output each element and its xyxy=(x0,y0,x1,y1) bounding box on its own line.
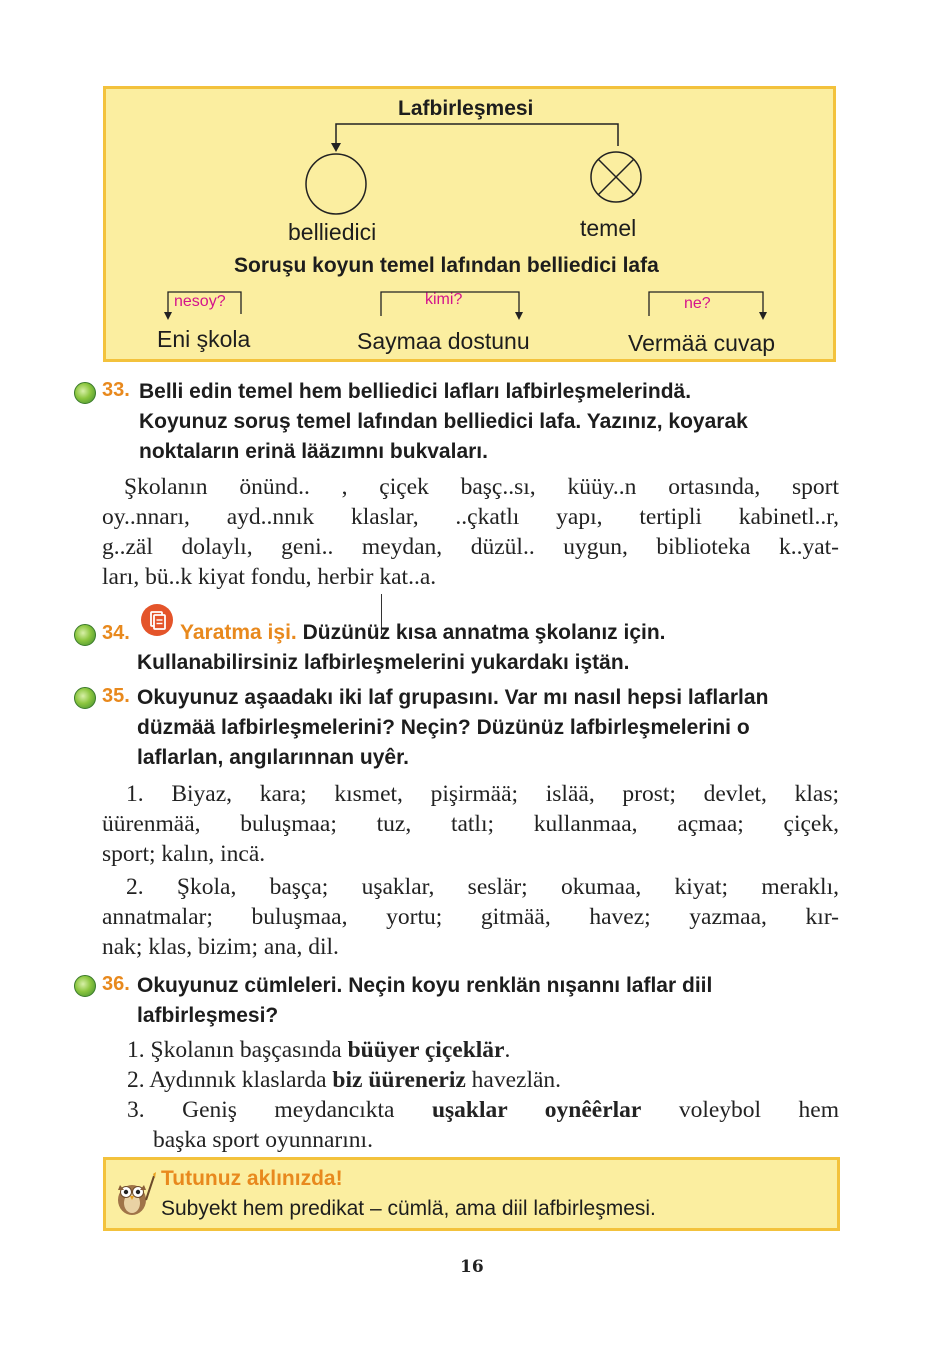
sentence-3: 3. Geniş meydancıkta uşaklar oynêêrlar voleybol hem xyxy=(127,1097,840,1123)
belliedici-circle-icon xyxy=(306,154,366,214)
exercise-36-instructions: Okuyunuz cümleleri. Neçin koyu renklän nışannı laflar diil lafbirleşmesi? xyxy=(137,974,713,1027)
sentence-2: 2. Aydınnık klaslarda biz üüreneriz havezlän. xyxy=(127,1067,562,1093)
sentence-3-continuation: başka sport oyunnarını. xyxy=(153,1127,373,1153)
temel-label: temel xyxy=(580,215,637,241)
creative-task-icon xyxy=(140,603,174,637)
diagram-title: Lafbirleşmesi xyxy=(398,97,534,120)
exercise-34-number: 34. xyxy=(102,622,130,644)
exercise-34-instructions: Yaratma işi. Düzünüz kısa annatma şkolanız için. xyxy=(180,621,666,644)
exercise-34-instructions-line2: Kullanabilirsiniz lafbirleşmelerini yukardakı iştän. xyxy=(137,651,630,674)
example-phrase-3: Vermää cuvap xyxy=(628,330,776,356)
creative-task-label: Yaratma işi. xyxy=(180,621,297,644)
exercise-33-text: Şkolanın önünd.. , çiçek başç..sı, küüy..n ortasında, sport oy..nnarı, ayd..nnık klaslar, ..çkatlı yapı, tertipli kabinetl..r, g..zäl dolaylı, geni.. meydan, düzül.. uygun, biblioteka k..yat- ları, bü..k kiyat fondu, herbir kat..a. xyxy=(102,474,839,590)
diagram-subtitle: Soruşu koyun temel lafından belliedici lafa xyxy=(234,254,659,277)
exercise-35-group-2: 2. Şkola, başça; uşaklar, seslär; okumaa, kiyat; meraklı, annatmalar; buluşmaa, yortu; gitmää, havez; yazmaa, kır- nak; klas, bizim; ana, dil. xyxy=(102,874,839,960)
exercise-35-number: 35. xyxy=(102,685,130,707)
connector-arrowhead xyxy=(331,143,341,152)
exercise-36-sentences xyxy=(127,1035,839,1155)
note-text: Subyekt hem predikat – cümlä, ama diil lafbirleşmesi. xyxy=(161,1197,656,1220)
exercise-bullet-icon xyxy=(74,624,96,646)
sentence-1: 1. Şkolanın başçasında büüyer çiçeklär. xyxy=(127,1037,511,1063)
note-title: Tutunuz aklınızda! xyxy=(161,1167,343,1190)
exercise-33-instructions: Belli edin temel hem belliedici lafları lafbirleşmelerindä. Koyunuz soruş temel lafından belliedici lafa. Yazınız, koyarak noktaların erinä lääzımnı bukvaları. xyxy=(139,380,748,463)
exercise-bullet-icon xyxy=(74,382,96,404)
exercise-35-group-1: 1. Biyaz, kara; kısmet, pişirmää; islää, prost; devlet, klas; üürenmää, buluşmaa; tuz, tatlı; kullanmaa, açmaa; çiçek, sport; kalın, incä. xyxy=(102,781,839,867)
owl-icon xyxy=(112,1170,156,1218)
exercise-33-number: 33. xyxy=(102,379,130,401)
title-connector-line xyxy=(336,124,618,146)
exercise-bullet-icon xyxy=(74,975,96,997)
diagram-lines xyxy=(0,0,935,380)
example-phrase-2: Saymaa dostunu xyxy=(357,328,530,354)
question-ne: ne? xyxy=(684,295,711,312)
exercise-bullet-icon xyxy=(74,687,96,709)
page-number: 16 xyxy=(460,1257,484,1277)
belliedici-label: belliedici xyxy=(288,219,377,245)
exercise-35-instructions: Okuyunuz aşaadakı iki laf grupasını. Var mı nasıl hepsi laflarlan düzmää lafbirleşmelerini? Neçin? Düzünüz lafbirleşmelerini o laflarlan, angılarınnan uyêr. xyxy=(137,686,769,769)
question-nesoy: nesoy? xyxy=(174,293,226,310)
exercise-36-number: 36. xyxy=(102,973,130,995)
example-phrase-1: Eni şkola xyxy=(157,326,251,352)
question-kimi: kimi? xyxy=(425,291,463,308)
